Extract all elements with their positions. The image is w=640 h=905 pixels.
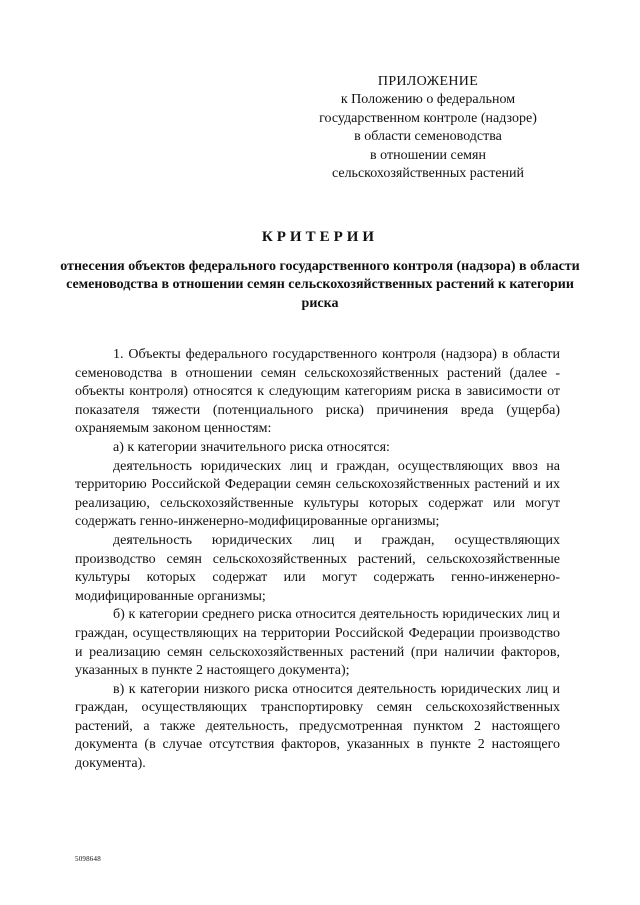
- appendix-block: [300, 73, 556, 183]
- paragraph-b: б) к категории среднего риска относится деятельность юридических лиц и граждан, осуществляющих на территории Российской Федерации производство и реализацию семян сельскохозяйственных растений (при наличии факторов, указанных в пункте 2 настоящего документа);: [75, 607, 560, 679]
- paragraph-a-item-2: деятельность юридических лиц и граждан, осуществляющих производство семян сельскохозяйственных растений, сельскохозяйственные культуры которых содержат или могут содержать генно-инженерно-модифицированные организмы;: [75, 532, 560, 604]
- appendix-line: в отношении семян: [370, 147, 486, 163]
- appendix-line: государственном контроле (надзоре): [319, 110, 537, 126]
- appendix-line: в области семеноводства: [354, 129, 502, 145]
- appendix-line: к Положению о федеральном: [340, 92, 516, 108]
- document-title: КРИТЕРИИ: [261, 229, 379, 245]
- appendix-line: сельскохозяйственных растений: [331, 166, 525, 182]
- paragraph-a-item-1: деятельность юридических лиц и граждан, осуществляющих ввоз на территорию Российской Федерации семян сельскохозяйственных растений и их реализацию, сельскохозяйственные культуры которых содержат или могут содержать генно-инженерно-модифицированные организмы;: [75, 458, 560, 530]
- document-subtitle: отнесения объектов федерального государственного контроля (надзора) в области семеноводства в отношении семян сельскохозяйственных растений к категории риска: [60, 259, 580, 311]
- appendix-heading: ПРИЛОЖЕНИЕ: [377, 74, 479, 89]
- document-number: 5098648: [75, 855, 101, 863]
- paragraph-c: в) к категории низкого риска относится деятельность юридических лиц и граждан, осуществляющих транспортировку семян сельскохозяйственных растений, а также деятельность, предусмотренная пунктом 2 настоящего документа (в случае отсутствия факторов, указанных в пункте 2 настоящего документа).: [75, 681, 560, 772]
- paragraph-a: а) к категории значительного риска относятся:: [113, 439, 390, 455]
- paragraph-1: 1. Объекты федерального государственного контроля (надзора) в области семеноводства в отношении семян сельскохозяйственных растений (далее - объекты контроля) относятся к следующим категориям риска в зависимости от показателя тяжести (потенциального риска) причинения вреда (ущерба) охраняемым законом ценностям:: [75, 347, 560, 437]
- document-body: [75, 346, 560, 774]
